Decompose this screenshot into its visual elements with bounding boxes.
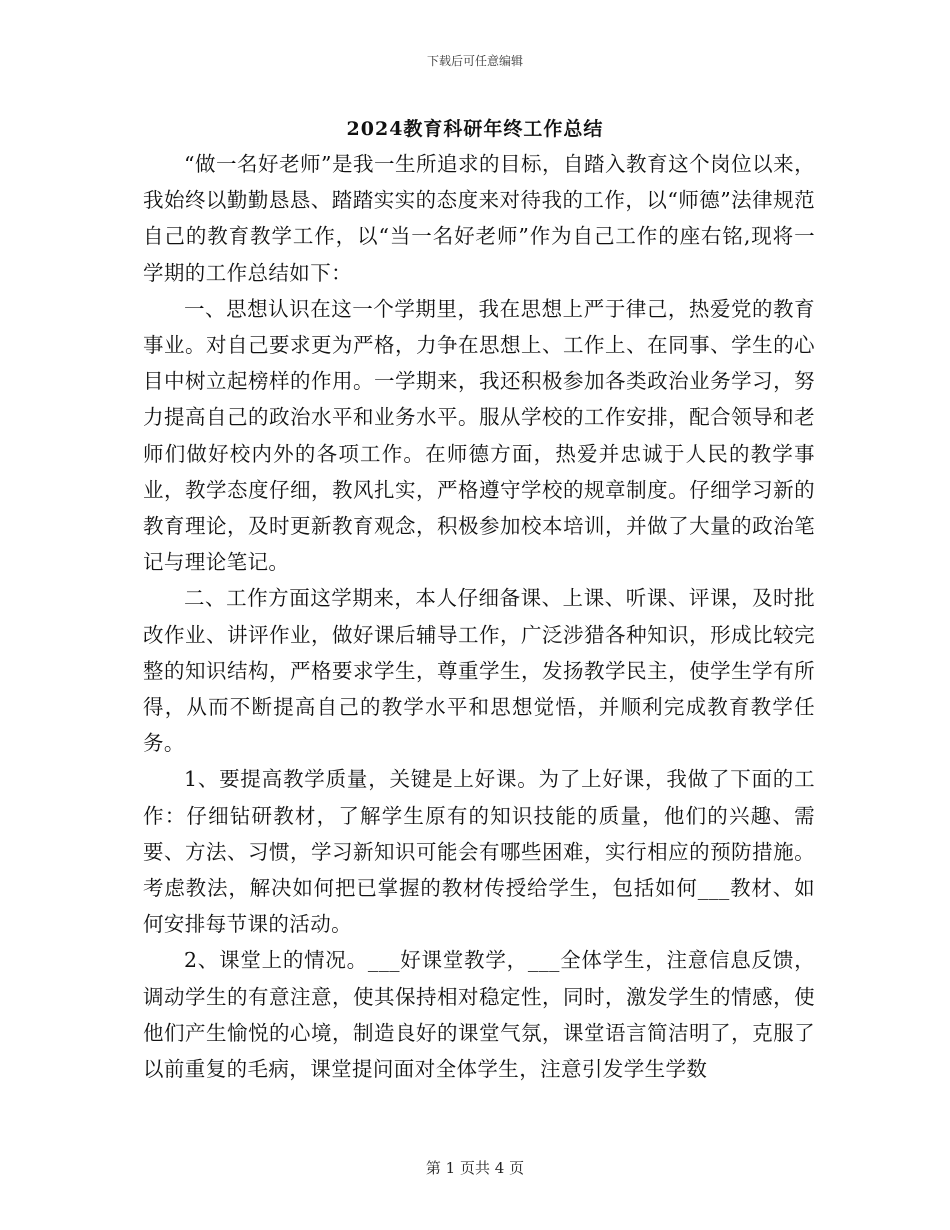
- page-header-note: 下载后可任意编辑: [426, 54, 523, 68]
- document-title: 2024教育科研年终工作总结: [346, 118, 604, 140]
- page-footer-number: 第 1 页共 4 页: [425, 1159, 525, 1177]
- paragraph-work: 二、工作方面这学期来，本人仔细备课、上课、听课、评课，及时批改作业、讲评作业，做好课后辅导工作，广泛涉猎各种知识，形成比较完整的知识结构，严格要求学生，尊重学生，发扬教学民主，使学生学有所得，从而不断提高自己的教学水平和思想觉悟，并顺利完成教育教学任务。: [143, 586, 815, 756]
- paragraph-item-2: 2、课堂上的情况。___好课堂教学，___全体学生，注意信息反馈，调动学生的有意注意，使其保持相对稳定性，同时，激发学生的情感，使他们产生愉悦的心境，制造良好的课堂气氛，课堂语言简洁明了，克服了以前重复的毛病，课堂提问面对全体学生，注意引发学生学数: [143, 948, 815, 1082]
- paragraph-intro: “做一名好老师”是我一生所追求的目标，自踏入教育这个岗位以来，我始终以勤勤恳恳、踏踏实实的态度来对待我的工作，以“师德”法律规范自己的教育教学工作，以“当一名好老师”作为自己工作的座右铭,现将一学期的工作总结如下：: [143, 152, 815, 285]
- paragraph-thought: 一、思想认识在这一个学期里，我在思想上严于律己，热爱党的教育事业。对自己要求更为严格，力争在思想上、工作上、在同事、学生的心目中树立起榜样的作用。一学期来，我还积极参加各类政治业务学习，努力提高自己的政治水平和业务水平。服从学校的工作安排，配合领导和老师们做好校内外的各项工作。在师德方面，热爱并忠诚于人民的教学事业，教学态度仔细，教风扎实，严格遵守学校的规章制度。仔细学习新的教育理论，及时更新教育观念，积极参加校本培训，并做了大量的政治笔记与理论笔记。: [143, 296, 815, 575]
- document-body: [143, 146, 815, 1087]
- paragraph-item-1: 1、要提高教学质量，关键是上好课。为了上好课，我做了下面的工作：仔细钻研教材，了解学生原有的知识技能的质量，他们的兴趣、需要、方法、习惯，学习新知识可能会有哪些困难，实行相应的预防措施。考虑教法，解决如何把已掌握的教材传授给学生，包括如何___教材、如何安排每节课的活动。: [143, 767, 815, 937]
